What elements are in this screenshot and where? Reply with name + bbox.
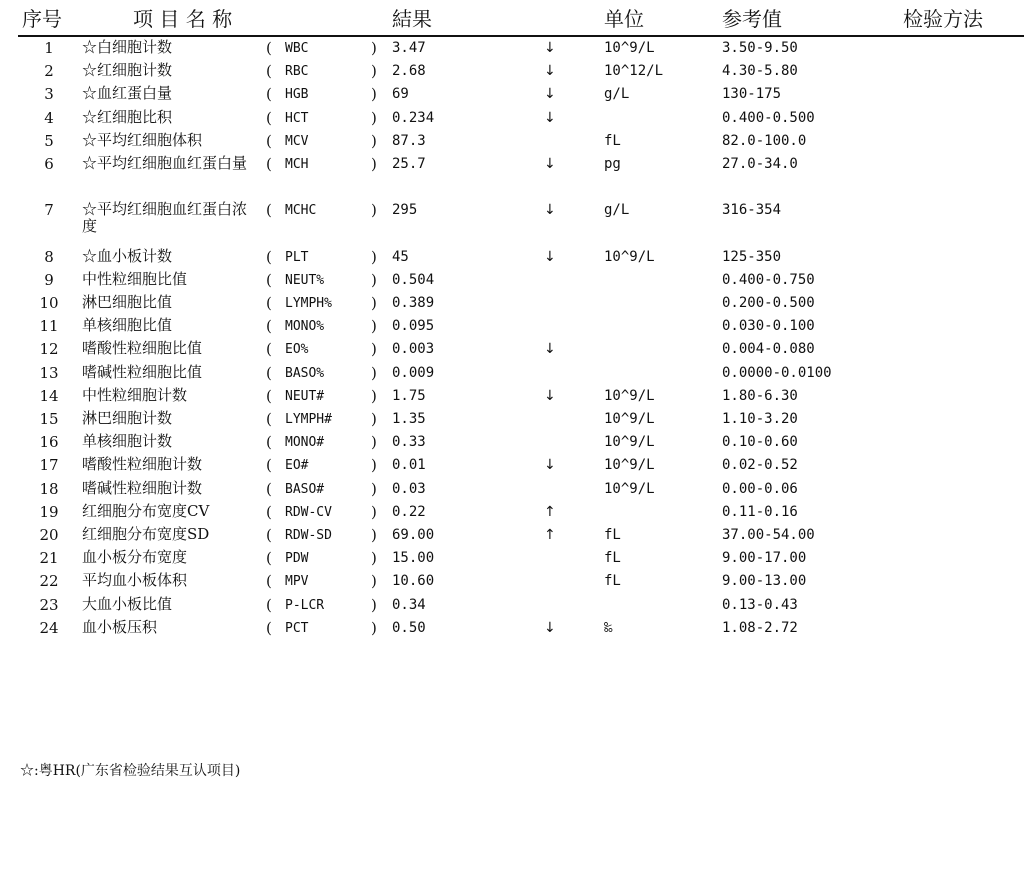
- close-paren: ): [371, 154, 377, 173]
- row-number: 2: [44, 62, 54, 81]
- table-row: [0, 478, 1024, 501]
- item-code: MCH: [285, 156, 309, 172]
- open-paren: (: [266, 270, 272, 289]
- open-paren: (: [266, 456, 272, 475]
- table-row: [0, 408, 1024, 431]
- item-name: 血小板压积: [82, 617, 158, 636]
- reference-range: 4.30-5.80: [722, 63, 798, 80]
- low-arrow-icon: ↓: [544, 63, 556, 80]
- row-number: 17: [39, 456, 59, 475]
- unit: g/L: [604, 202, 630, 219]
- header-no: 序号: [22, 7, 62, 31]
- table-row: [0, 246, 1024, 269]
- result-value: 0.03: [392, 480, 426, 497]
- unit: 10^12/L: [604, 63, 664, 80]
- low-arrow-icon: ↓: [544, 109, 556, 126]
- high-arrow-icon: ↑: [544, 503, 556, 520]
- open-paren: (: [266, 294, 272, 313]
- reference-range: 9.00-13.00: [722, 573, 807, 590]
- reference-range: 9.00-17.00: [722, 550, 807, 567]
- reference-range: 0.400-0.500: [722, 109, 815, 126]
- item-code: LYMPH#: [285, 412, 332, 428]
- item-name: ☆红细胞计数: [82, 61, 173, 80]
- close-paren: ): [371, 247, 377, 266]
- close-paren: ): [371, 618, 377, 637]
- close-paren: ): [371, 39, 377, 57]
- result-value: 0.01: [392, 457, 426, 474]
- row-number: 9: [44, 270, 54, 289]
- table-row: [0, 362, 1024, 385]
- item-code: HGB: [285, 87, 309, 103]
- close-paren: ): [371, 410, 377, 429]
- table-row: [0, 269, 1024, 292]
- reference-range: 316-354: [722, 202, 782, 219]
- row-number: 13: [39, 363, 59, 382]
- item-code: MPV: [285, 574, 309, 590]
- close-paren: ): [371, 108, 377, 127]
- reference-range: 0.02-0.52: [722, 457, 798, 474]
- open-paren: (: [266, 363, 272, 382]
- header-method: 检验方法: [903, 7, 983, 31]
- item-name: 淋巴细胞计数: [82, 409, 173, 428]
- item-code: RBC: [285, 64, 309, 80]
- row-number: 20: [39, 525, 59, 544]
- item-name: 淋巴细胞比值: [82, 293, 173, 312]
- result-value: 0.389: [392, 295, 435, 312]
- item-code: HCT: [285, 110, 309, 126]
- table-row: [0, 338, 1024, 361]
- open-paren: (: [266, 479, 272, 498]
- reference-range: 82.0-100.0: [722, 132, 807, 149]
- table-header: [0, 0, 1024, 36]
- reference-range: 1.10-3.20: [722, 411, 798, 428]
- row-number: 3: [44, 85, 54, 104]
- open-paren: (: [266, 386, 272, 405]
- item-code: NEUT#: [285, 388, 325, 404]
- reference-range: 0.00-0.06: [722, 480, 798, 497]
- row-number: 23: [39, 595, 59, 614]
- unit: fL: [604, 132, 621, 149]
- header-name: 项 目 名 称: [133, 7, 233, 31]
- open-paren: (: [266, 201, 272, 220]
- close-paren: ): [371, 201, 377, 220]
- row-number: 11: [39, 317, 59, 336]
- row-number: 12: [39, 340, 59, 359]
- unit: fL: [604, 573, 621, 590]
- reference-range: 0.10-0.60: [722, 434, 798, 451]
- row-number: 7: [44, 201, 54, 220]
- table-row: [0, 60, 1024, 83]
- reference-range: 1.80-6.30: [722, 387, 798, 404]
- reference-range: 0.030-0.100: [722, 318, 815, 335]
- header-result: 結果: [392, 7, 432, 31]
- table-row: [0, 594, 1024, 617]
- unit: 10^9/L: [604, 40, 655, 56]
- item-name: 平均血小板体积: [82, 571, 188, 590]
- item-code: LYMPH%: [285, 296, 332, 312]
- item-name: ☆白细胞计数: [82, 38, 173, 56]
- row-number: 10: [39, 294, 59, 313]
- unit: 10^9/L: [604, 457, 655, 474]
- result-value: 3.47: [392, 40, 426, 56]
- result-value: 1.35: [392, 411, 426, 428]
- result-value: 295: [392, 202, 418, 219]
- low-arrow-icon: ↓: [544, 155, 556, 172]
- close-paren: ): [371, 340, 377, 359]
- item-name: 中性粒细胞比值: [82, 269, 188, 288]
- item-code: BASO#: [285, 481, 325, 497]
- result-value: 45: [392, 248, 409, 265]
- item-code: MCV: [285, 133, 309, 149]
- item-name: 嗜碱性粒细胞计数: [82, 478, 203, 497]
- item-name: 血小板分布宽度: [82, 548, 188, 567]
- open-paren: (: [266, 85, 272, 104]
- open-paren: (: [266, 317, 272, 336]
- open-paren: (: [266, 108, 272, 127]
- high-arrow-icon: ↑: [544, 526, 556, 543]
- item-name: 单核细胞计数: [82, 432, 173, 451]
- row-number: 15: [39, 410, 59, 429]
- item-code: PCT: [285, 620, 309, 636]
- unit: 10^9/L: [604, 411, 655, 428]
- item-name: ☆平均红细胞血红蛋白浓度: [82, 200, 248, 236]
- item-code: BASO%: [285, 365, 325, 381]
- table-row: [0, 292, 1024, 315]
- item-name: 红细胞分布宽度CV: [82, 501, 210, 520]
- low-arrow-icon: ↓: [544, 341, 556, 358]
- close-paren: ): [371, 294, 377, 313]
- unit: fL: [604, 550, 621, 567]
- reference-range: 0.13-0.43: [722, 596, 798, 613]
- result-value: 0.33: [392, 434, 426, 451]
- low-arrow-icon: ↓: [544, 457, 556, 474]
- item-code: RDW-CV: [285, 504, 332, 520]
- reference-range: 130-175: [722, 86, 782, 103]
- item-name: 中性粒细胞计数: [82, 385, 188, 404]
- unit: pg: [604, 155, 621, 172]
- item-code: WBC: [285, 41, 309, 56]
- table-row: [0, 83, 1024, 106]
- result-value: 69.00: [392, 526, 435, 543]
- result-value: 69: [392, 86, 409, 103]
- item-name: ☆红细胞比积: [82, 107, 173, 126]
- row-number: 18: [39, 479, 59, 498]
- item-code: MONO#: [285, 435, 325, 451]
- item-name: 大血小板比值: [82, 594, 173, 613]
- item-name: ☆血小板计数: [82, 246, 173, 265]
- result-value: 0.50: [392, 619, 426, 636]
- close-paren: ): [371, 270, 377, 289]
- reference-range: 0.004-0.080: [722, 341, 815, 358]
- result-value: 2.68: [392, 63, 426, 80]
- open-paren: (: [266, 247, 272, 266]
- unit: 10^9/L: [604, 387, 655, 404]
- reference-range: 3.50-9.50: [722, 40, 798, 56]
- item-name: 红细胞分布宽度SD: [82, 524, 210, 543]
- reference-range: 0.200-0.500: [722, 295, 815, 312]
- result-value: 87.3: [392, 132, 426, 149]
- table-row: [0, 570, 1024, 593]
- table-row: [0, 130, 1024, 153]
- table-row: [0, 199, 1024, 245]
- item-code: EO#: [285, 458, 309, 474]
- row-number: 8: [44, 247, 54, 266]
- close-paren: ): [371, 549, 377, 568]
- footnote: ☆:粤HR(广东省检验结果互认项目): [20, 763, 241, 779]
- item-name: 嗜碱性粒细胞比值: [82, 362, 203, 381]
- table-row: [0, 107, 1024, 130]
- close-paren: ): [371, 525, 377, 544]
- table-row: [0, 37, 1024, 60]
- close-paren: ): [371, 131, 377, 150]
- result-value: 15.00: [392, 550, 435, 567]
- close-paren: ): [371, 479, 377, 498]
- reference-range: 1.08-2.72: [722, 619, 798, 636]
- table-row: [0, 501, 1024, 524]
- row-number: 24: [39, 618, 59, 637]
- unit: fL: [604, 526, 621, 543]
- reference-range: 0.400-0.750: [722, 271, 815, 288]
- row-number: 6: [44, 154, 54, 173]
- result-value: 25.7: [392, 155, 426, 172]
- item-code: NEUT%: [285, 272, 325, 288]
- open-paren: (: [266, 549, 272, 568]
- table-row: [0, 617, 1024, 640]
- open-paren: (: [266, 595, 272, 614]
- row-number: 5: [44, 131, 54, 150]
- table-row: [0, 153, 1024, 199]
- open-paren: (: [266, 340, 272, 359]
- open-paren: (: [266, 502, 272, 521]
- reference-range: 0.0000-0.0100: [722, 364, 832, 381]
- low-arrow-icon: ↓: [544, 619, 556, 636]
- close-paren: ): [371, 433, 377, 452]
- table-row: [0, 547, 1024, 570]
- result-value: 0.009: [392, 364, 435, 381]
- close-paren: ): [371, 572, 377, 591]
- close-paren: ): [371, 363, 377, 382]
- reference-range: 125-350: [722, 248, 782, 265]
- item-code: RDW-SD: [285, 527, 332, 543]
- item-code: P-LCR: [285, 597, 325, 613]
- result-value: 1.75: [392, 387, 426, 404]
- close-paren: ): [371, 595, 377, 614]
- item-name: ☆血红蛋白量: [82, 84, 173, 103]
- open-paren: (: [266, 433, 272, 452]
- row-number: 1: [44, 39, 54, 57]
- low-arrow-icon: ↓: [544, 40, 556, 56]
- item-code: MONO%: [285, 319, 325, 335]
- table-row: [0, 431, 1024, 454]
- item-name: 嗜酸性粒细胞计数: [82, 455, 203, 474]
- result-value: 0.003: [392, 341, 435, 358]
- open-paren: (: [266, 618, 272, 637]
- unit: 10^9/L: [604, 434, 655, 451]
- result-value: 0.504: [392, 271, 435, 288]
- open-paren: (: [266, 62, 272, 81]
- reference-range: 37.00-54.00: [722, 526, 815, 543]
- close-paren: ): [371, 317, 377, 336]
- unit: g/L: [604, 86, 630, 103]
- low-arrow-icon: ↓: [544, 202, 556, 219]
- item-code: EO%: [285, 342, 309, 358]
- header-ref: 参考值: [722, 7, 782, 31]
- row-number: 19: [39, 502, 59, 521]
- open-paren: (: [266, 410, 272, 429]
- open-paren: (: [266, 572, 272, 591]
- table-row: [0, 524, 1024, 547]
- result-value: 0.22: [392, 503, 426, 520]
- unit: ‰: [604, 619, 613, 636]
- table-row: [0, 315, 1024, 338]
- low-arrow-icon: ↓: [544, 387, 556, 404]
- reference-range: 27.0-34.0: [722, 155, 798, 172]
- item-name: ☆平均红细胞血红蛋白量: [82, 153, 248, 172]
- result-value: 0.095: [392, 318, 435, 335]
- header-unit: 单位: [604, 7, 644, 31]
- result-table: [0, 37, 1024, 640]
- result-value: 0.34: [392, 596, 426, 613]
- result-value: 0.234: [392, 109, 435, 126]
- close-paren: ): [371, 386, 377, 405]
- result-value: 10.60: [392, 573, 435, 590]
- open-paren: (: [266, 154, 272, 173]
- low-arrow-icon: ↓: [544, 86, 556, 103]
- close-paren: ): [371, 85, 377, 104]
- row-number: 22: [39, 572, 59, 591]
- row-number: 16: [39, 433, 59, 452]
- item-code: PDW: [285, 551, 309, 567]
- row-number: 4: [44, 108, 54, 127]
- table-row: [0, 385, 1024, 408]
- close-paren: ): [371, 62, 377, 81]
- row-number: 14: [39, 386, 59, 405]
- item-code: MCHC: [285, 203, 317, 219]
- close-paren: ): [371, 456, 377, 475]
- row-number: 21: [39, 549, 59, 568]
- item-name: 单核细胞比值: [82, 316, 173, 335]
- unit: 10^9/L: [604, 248, 655, 265]
- low-arrow-icon: ↓: [544, 248, 556, 265]
- close-paren: ): [371, 502, 377, 521]
- unit: 10^9/L: [604, 480, 655, 497]
- table-row: [0, 454, 1024, 477]
- reference-range: 0.11-0.16: [722, 503, 798, 520]
- item-code: PLT: [285, 249, 309, 265]
- open-paren: (: [266, 525, 272, 544]
- open-paren: (: [266, 39, 272, 57]
- item-name: ☆平均红细胞体积: [82, 130, 203, 149]
- item-name: 嗜酸性粒细胞比值: [82, 339, 203, 358]
- open-paren: (: [266, 131, 272, 150]
